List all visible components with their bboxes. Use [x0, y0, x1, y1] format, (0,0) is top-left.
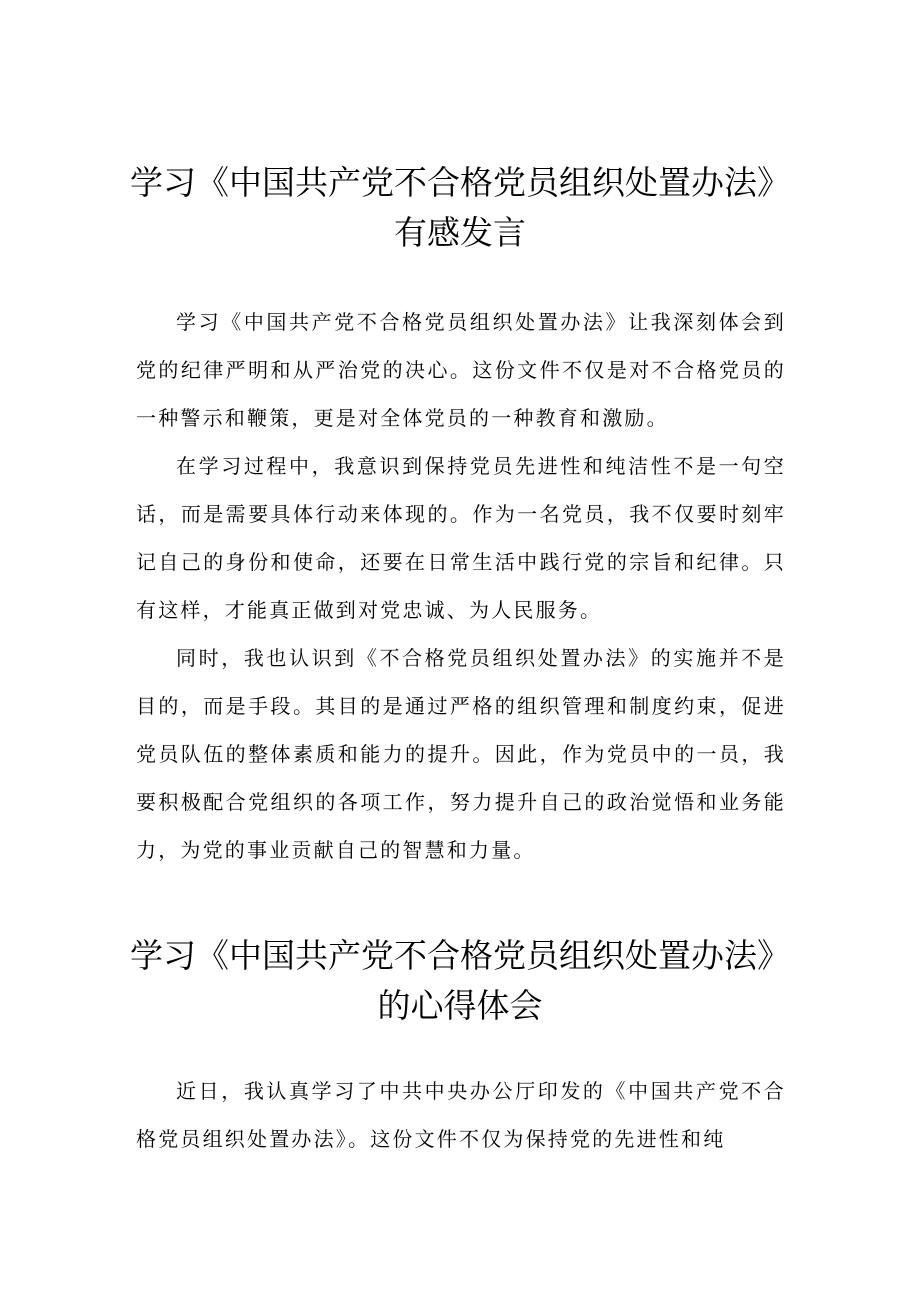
- section-2-paragraph-1: 近日，我认真学习了中共中央办公厅印发的《中国共产党不合格党员组织处置办法》。这份文件不仅为保持党的先进性和纯: [136, 1079, 786, 1151]
- section-2-title: 学习《中国共产党不合格党员组织处置办法》的心得体会: [130, 936, 790, 1025]
- section-1-paragraph-2: 在学习过程中，我意识到保持党员先进性和纯洁性不是一句空话，而是需要具体行动来体现的。作为一名党员，我不仅要时刻牢记自己的身份和使命，还要在日常生活中践行党的宗旨和纪律。只有这样，才能真正做到对党忠诚、为人民服务。: [136, 454, 786, 622]
- section-1-paragraph-1: 学习《中国共产党不合格党员组织处置办法》让我深刻体会到党的纪律严明和从严治党的决心。这份文件不仅是对不合格党员的一种警示和鞭策，更是对全体党员的一种教育和激励。: [136, 310, 786, 430]
- section-2-body: [136, 1067, 786, 1163]
- section-1-title: 学习《中国共产党不合格党员组织处置办法》有感发言: [130, 163, 790, 252]
- section-1-paragraph-3: 同时，我也认识到《不合格党员组织处置办法》的实施并不是目的，而是手段。其目的是通过严格的组织管理和制度约束，促进党员队伍的整体素质和能力的提升。因此，作为党员中的一员，我要积极配合党组织的各项工作，努力提升自己的政治觉悟和业务能力，为党的事业贡献自己的智慧和力量。: [136, 646, 786, 862]
- section-1-body: [136, 298, 786, 874]
